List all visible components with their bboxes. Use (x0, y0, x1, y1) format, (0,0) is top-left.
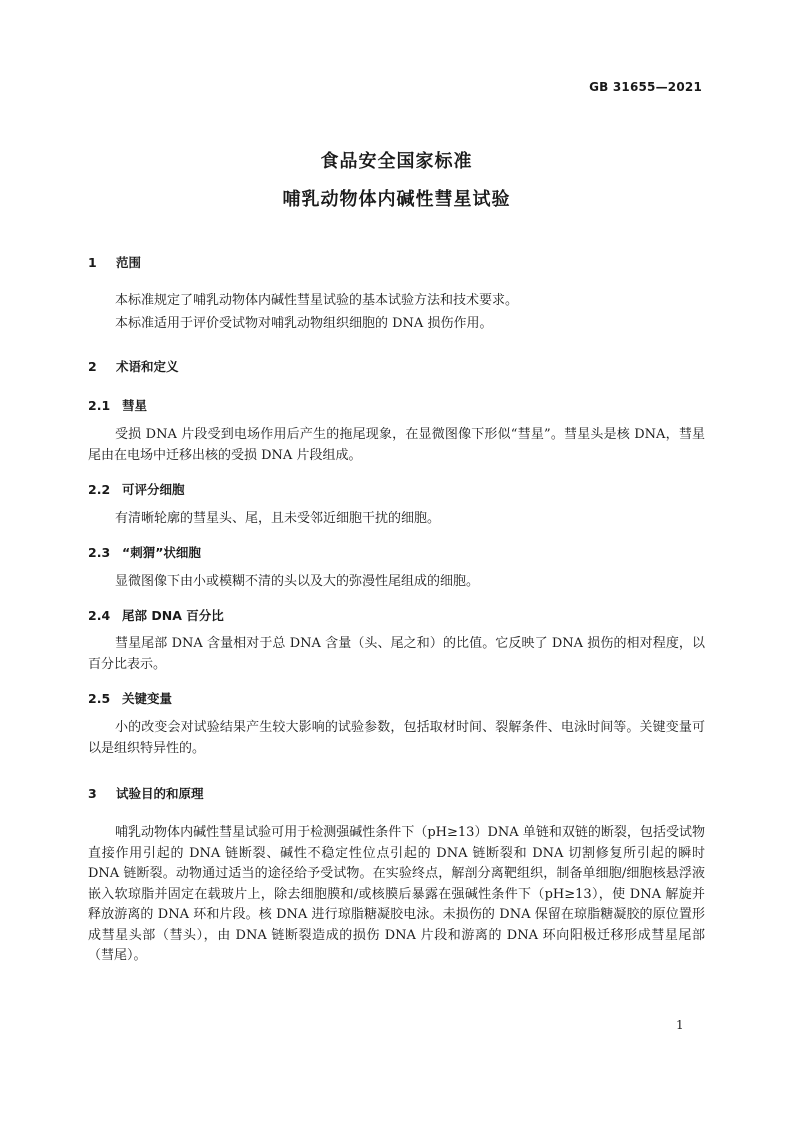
section-1-heading (88, 253, 141, 271)
section-number: 2.4 (88, 608, 111, 623)
section-title: 彗星 (122, 398, 148, 413)
section-1-paragraph-2: 本标准适用于评价受试物对哺乳动物组织细胞的 DNA 损伤作用。 (115, 316, 493, 331)
section-2-3-paragraph: 显微图像下由小或模糊不清的头以及大的弥漫性尾组成的细胞。 (115, 574, 480, 589)
section-1-paragraph-1: 本标准规定了哺乳动物体内碱性彗星试验的基本试验方法和技术要求。 (115, 293, 519, 308)
page-number: 1 (676, 1018, 684, 1032)
section-number: 1 (88, 255, 97, 270)
section-number: 2.5 (88, 691, 111, 706)
section-3-paragraph: 哺乳动物体内碱性彗星试验可用于检测强碱性条件下（pH≥13）DNA 单链和双链的断裂，包括受试物直接作用引起的 DNA 链断裂、碱性不稳定性位点引起的 DNA 链断裂和 DNA 切割修复所引起的瞬时 DNA 链断裂。动物通过适当的途径给予受试物。在实验终点，解剖分离靶组织，制备单细胞/细胞核悬浮液嵌入软琼脂并固定在载玻片上，除去细胞膜和/或核膜后暴露在强碱性条件下（pH≥13），使 DNA 解旋并释放游离的 DNA 环和片段。核 DNA 进行琼脂糖凝胶电泳。未损伤的 DNA 保留在琼脂糖凝胶的原位置形成彗星头部（彗头），由 DNA 链断裂造成的损伤 DNA 片段和游离的 DNA 环向阳极迁移形成彗星尾部（彗尾）。 (88, 825, 705, 963)
section-title: 可评分细胞 (122, 482, 185, 497)
section-title: 试验目的和原理 (116, 786, 204, 801)
section-2-4-paragraph: 彗星尾部 DNA 含量相对于总 DNA 含量（头、尾之和）的比值。它反映了 DNA 损伤的相对程度，以百分比表示。 (88, 636, 705, 672)
section-3-heading (88, 784, 204, 802)
section-title: “刺猬”状细胞 (122, 545, 201, 560)
section-title: 关键变量 (122, 691, 173, 706)
section-2-5-paragraph: 小的改变会对试验结果产生较大影响的试验参数，包括取材时间、裂解条件、电泳时间等。关键变量可以是组织特异性的。 (88, 720, 705, 756)
section-number: 2.2 (88, 482, 111, 497)
section-2-2-paragraph: 有清晰轮廓的彗星头、尾，且未受邻近细胞干扰的细胞。 (115, 511, 441, 526)
section-2-1-heading (88, 396, 147, 414)
section-number: 2.3 (88, 545, 111, 560)
section-number: 2 (88, 359, 97, 374)
section-2-5-heading (88, 689, 172, 707)
section-number: 3 (88, 786, 97, 801)
section-2-2-heading (88, 480, 185, 498)
section-title: 尾部 DNA 百分比 (122, 608, 224, 623)
section-2-3-heading (88, 543, 201, 561)
section-2-1-paragraph: 受损 DNA 片段受到电场作用后产生的拖尾现象，在显微图像下形似“彗星”。彗星头是核 DNA，彗星尾由在电场中迁移出核的受损 DNA 片段组成。 (88, 427, 705, 463)
section-title: 范围 (116, 255, 142, 270)
section-2-heading (88, 357, 179, 375)
document-title: 食品安全国家标准 (320, 151, 473, 172)
standard-code: GB 31655—2021 (589, 80, 702, 94)
section-2-4-heading (88, 606, 224, 624)
section-title: 术语和定义 (116, 359, 179, 374)
section-number: 2.1 (88, 398, 111, 413)
document-subtitle: 哺乳动物体内碱性彗星试验 (282, 189, 511, 210)
